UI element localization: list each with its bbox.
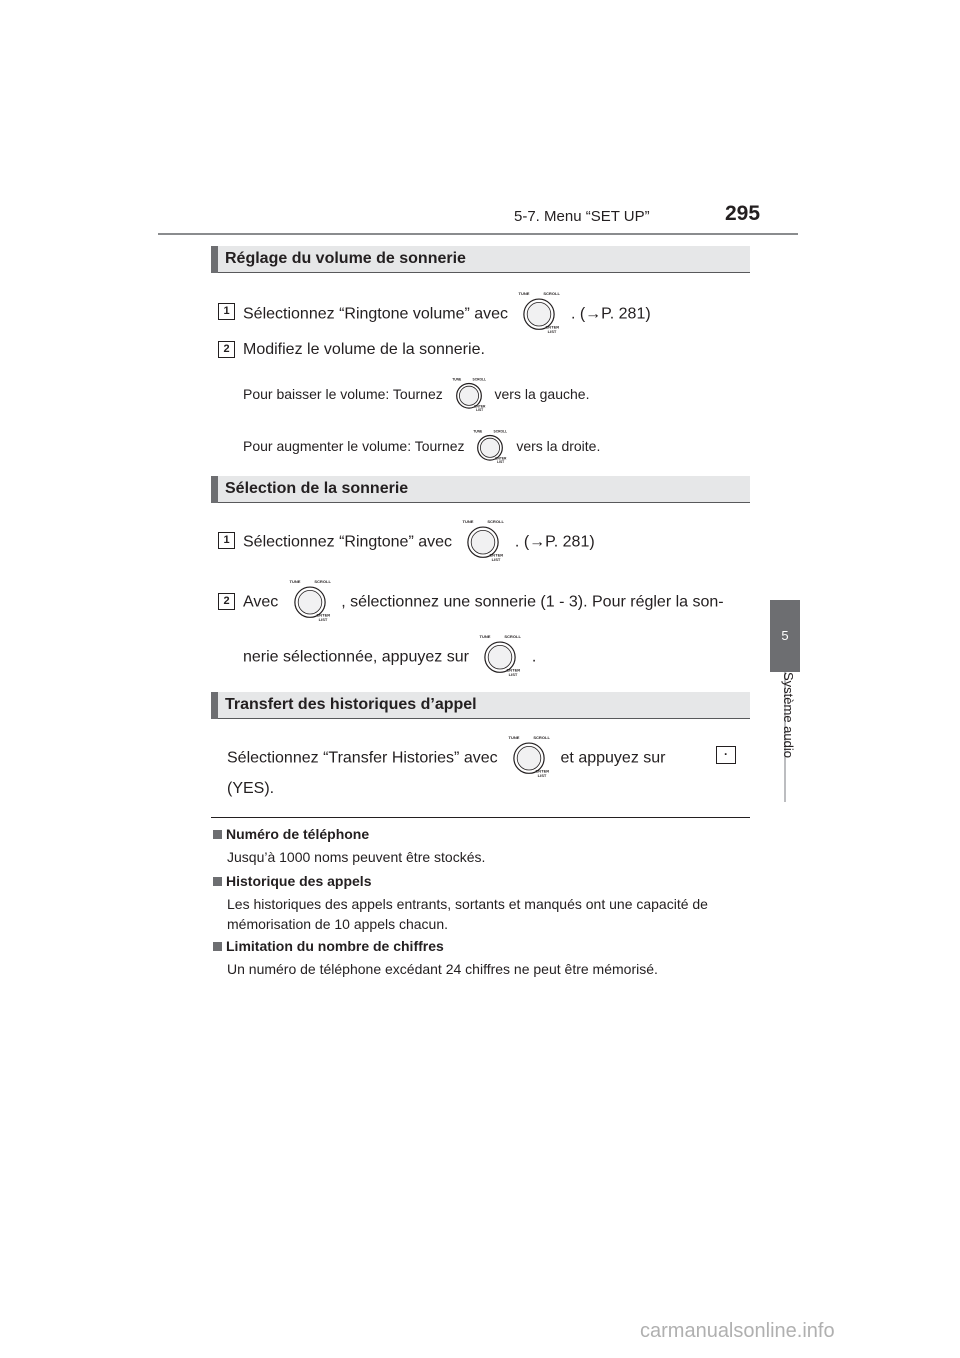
info-title-text: Numéro de téléphone (226, 826, 370, 842)
svg-text:LIST: LIST (475, 408, 483, 412)
svg-text:LIST: LIST (318, 617, 328, 622)
tune-scroll-knob-icon (512, 290, 566, 339)
chapter-side-tab[interactable]: 5 (770, 600, 800, 672)
svg-text:LIST: LIST (548, 329, 557, 334)
bullet-square-icon (213, 877, 222, 886)
step-text: Modifiez le volume de la sonnerie. (243, 341, 485, 358)
svg-text:TUNE: TUNE (479, 634, 491, 640)
svg-text:LIST: LIST (492, 557, 501, 562)
step-text-after: , sélectionnez une sonnerie (1 - 3). Pour régler la son- (341, 593, 724, 611)
bullet-square-icon (213, 942, 222, 951)
bullet-square-icon (213, 830, 222, 839)
header-divider (158, 233, 798, 235)
info-title-text: Historique des appels (226, 873, 372, 889)
dot-key-button-icon: · (716, 746, 736, 764)
section-header-volume (211, 246, 750, 273)
step-text-before: Avec (243, 593, 279, 611)
tune-scroll-knob-icon (502, 734, 556, 783)
step-number: 1 (218, 532, 235, 549)
content-divider (211, 817, 750, 818)
svg-text:TUNE: TUNE (518, 291, 530, 297)
info-title (213, 938, 444, 954)
svg-text:ENTER: ENTER (535, 768, 550, 774)
svg-text:TUNE: TUNE (289, 579, 301, 585)
svg-text:SCROLL: SCROLL (493, 429, 508, 434)
transfer-text-after: et appuyez sur (560, 749, 666, 767)
svg-text:LIST: LIST (509, 672, 518, 677)
page-number: 295 (725, 202, 761, 225)
section-header-transfer (211, 692, 750, 719)
step-text-after: . (→P. 281) (570, 305, 651, 323)
section-marker (211, 476, 218, 503)
tune-scroll-knob-icon (468, 428, 512, 467)
svg-text:ENTER: ENTER (545, 324, 560, 330)
step-text-before: Sélectionnez “Ringtone” avec (243, 533, 453, 551)
step-number: 1 (218, 303, 235, 320)
svg-text:ENTER: ENTER (316, 612, 330, 618)
note-before: Pour baisser le volume: Tournez (243, 386, 443, 403)
section-header-ringtone (211, 476, 750, 503)
step-number: 2 (218, 593, 235, 610)
svg-text:SCROLL: SCROLL (472, 377, 486, 382)
svg-text:ENTER: ENTER (495, 456, 507, 461)
step-text-before: Sélectionnez “Ringtone volume” avec (243, 305, 509, 323)
note-line (243, 376, 589, 415)
info-title (213, 873, 371, 889)
svg-text:ENTER: ENTER (489, 552, 504, 558)
section-marker (211, 692, 218, 719)
transfer-text-yes: (YES). (227, 780, 275, 797)
tune-scroll-knob-icon (447, 376, 491, 415)
note-after: vers la gauche. (494, 386, 590, 403)
svg-text:SCROLL: SCROLL (487, 519, 505, 525)
svg-text:TUNE: TUNE (473, 429, 483, 434)
info-title-text: Limitation du nombre de chiffres (226, 938, 444, 954)
tune-scroll-knob-icon (473, 633, 527, 682)
svg-text:TUNE: TUNE (462, 519, 474, 525)
section-title: Sélection de la sonnerie (225, 480, 409, 497)
svg-text:ENTER: ENTER (506, 667, 521, 673)
svg-text:LIST: LIST (497, 460, 505, 464)
transfer-text (227, 734, 665, 783)
chapter-heading: 5-7. Menu “SET UP” (514, 208, 650, 225)
step-text-after: . (→P. 281) (514, 533, 595, 551)
note-line (243, 428, 600, 467)
section-title: Réglage du volume de sonnerie (225, 250, 466, 267)
step-text (243, 518, 595, 567)
note-before: Pour augmenter le volume: Tournez (243, 438, 465, 455)
svg-text:TUNE: TUNE (451, 377, 461, 382)
watermark: carmanualsonline.info (640, 1320, 835, 1342)
svg-text:SCROLL: SCROLL (314, 579, 331, 585)
step-text (243, 290, 651, 339)
info-text: Les historiques des appels entrants, sortants et manqués ont une capacité de mémorisation de 10 appels chacun. (227, 896, 708, 932)
tune-scroll-knob-icon (456, 518, 510, 567)
section-marker (211, 246, 218, 273)
svg-text:SCROLL: SCROLL (543, 291, 561, 297)
info-title (213, 826, 369, 842)
note-after: vers la droite. (516, 438, 601, 455)
svg-text:SCROLL: SCROLL (504, 634, 522, 640)
info-text: Jusqu’à 1000 noms peuvent être stockés. (227, 849, 486, 865)
step-text-before: nerie sélectionnée, appuyez sur (243, 648, 469, 666)
svg-text:LIST: LIST (537, 773, 547, 778)
step-text-after: . (531, 648, 537, 666)
tune-scroll-knob-icon (283, 578, 337, 627)
step-number: 2 (218, 341, 235, 358)
transfer-text-before: Sélectionnez “Transfer Histories” avec (227, 749, 498, 767)
step-text (243, 578, 724, 627)
svg-text:TUNE: TUNE (508, 735, 520, 741)
info-text: Un numéro de téléphone excédant 24 chiffres ne peut être mémorisé. (227, 961, 658, 977)
step-text-continuation (243, 633, 536, 682)
section-title: Transfert des historiques d’appel (225, 696, 477, 713)
svg-text:ENTER: ENTER (473, 404, 486, 409)
chapter-side-label: Système audio (781, 672, 796, 758)
svg-text:SCROLL: SCROLL (533, 735, 551, 741)
